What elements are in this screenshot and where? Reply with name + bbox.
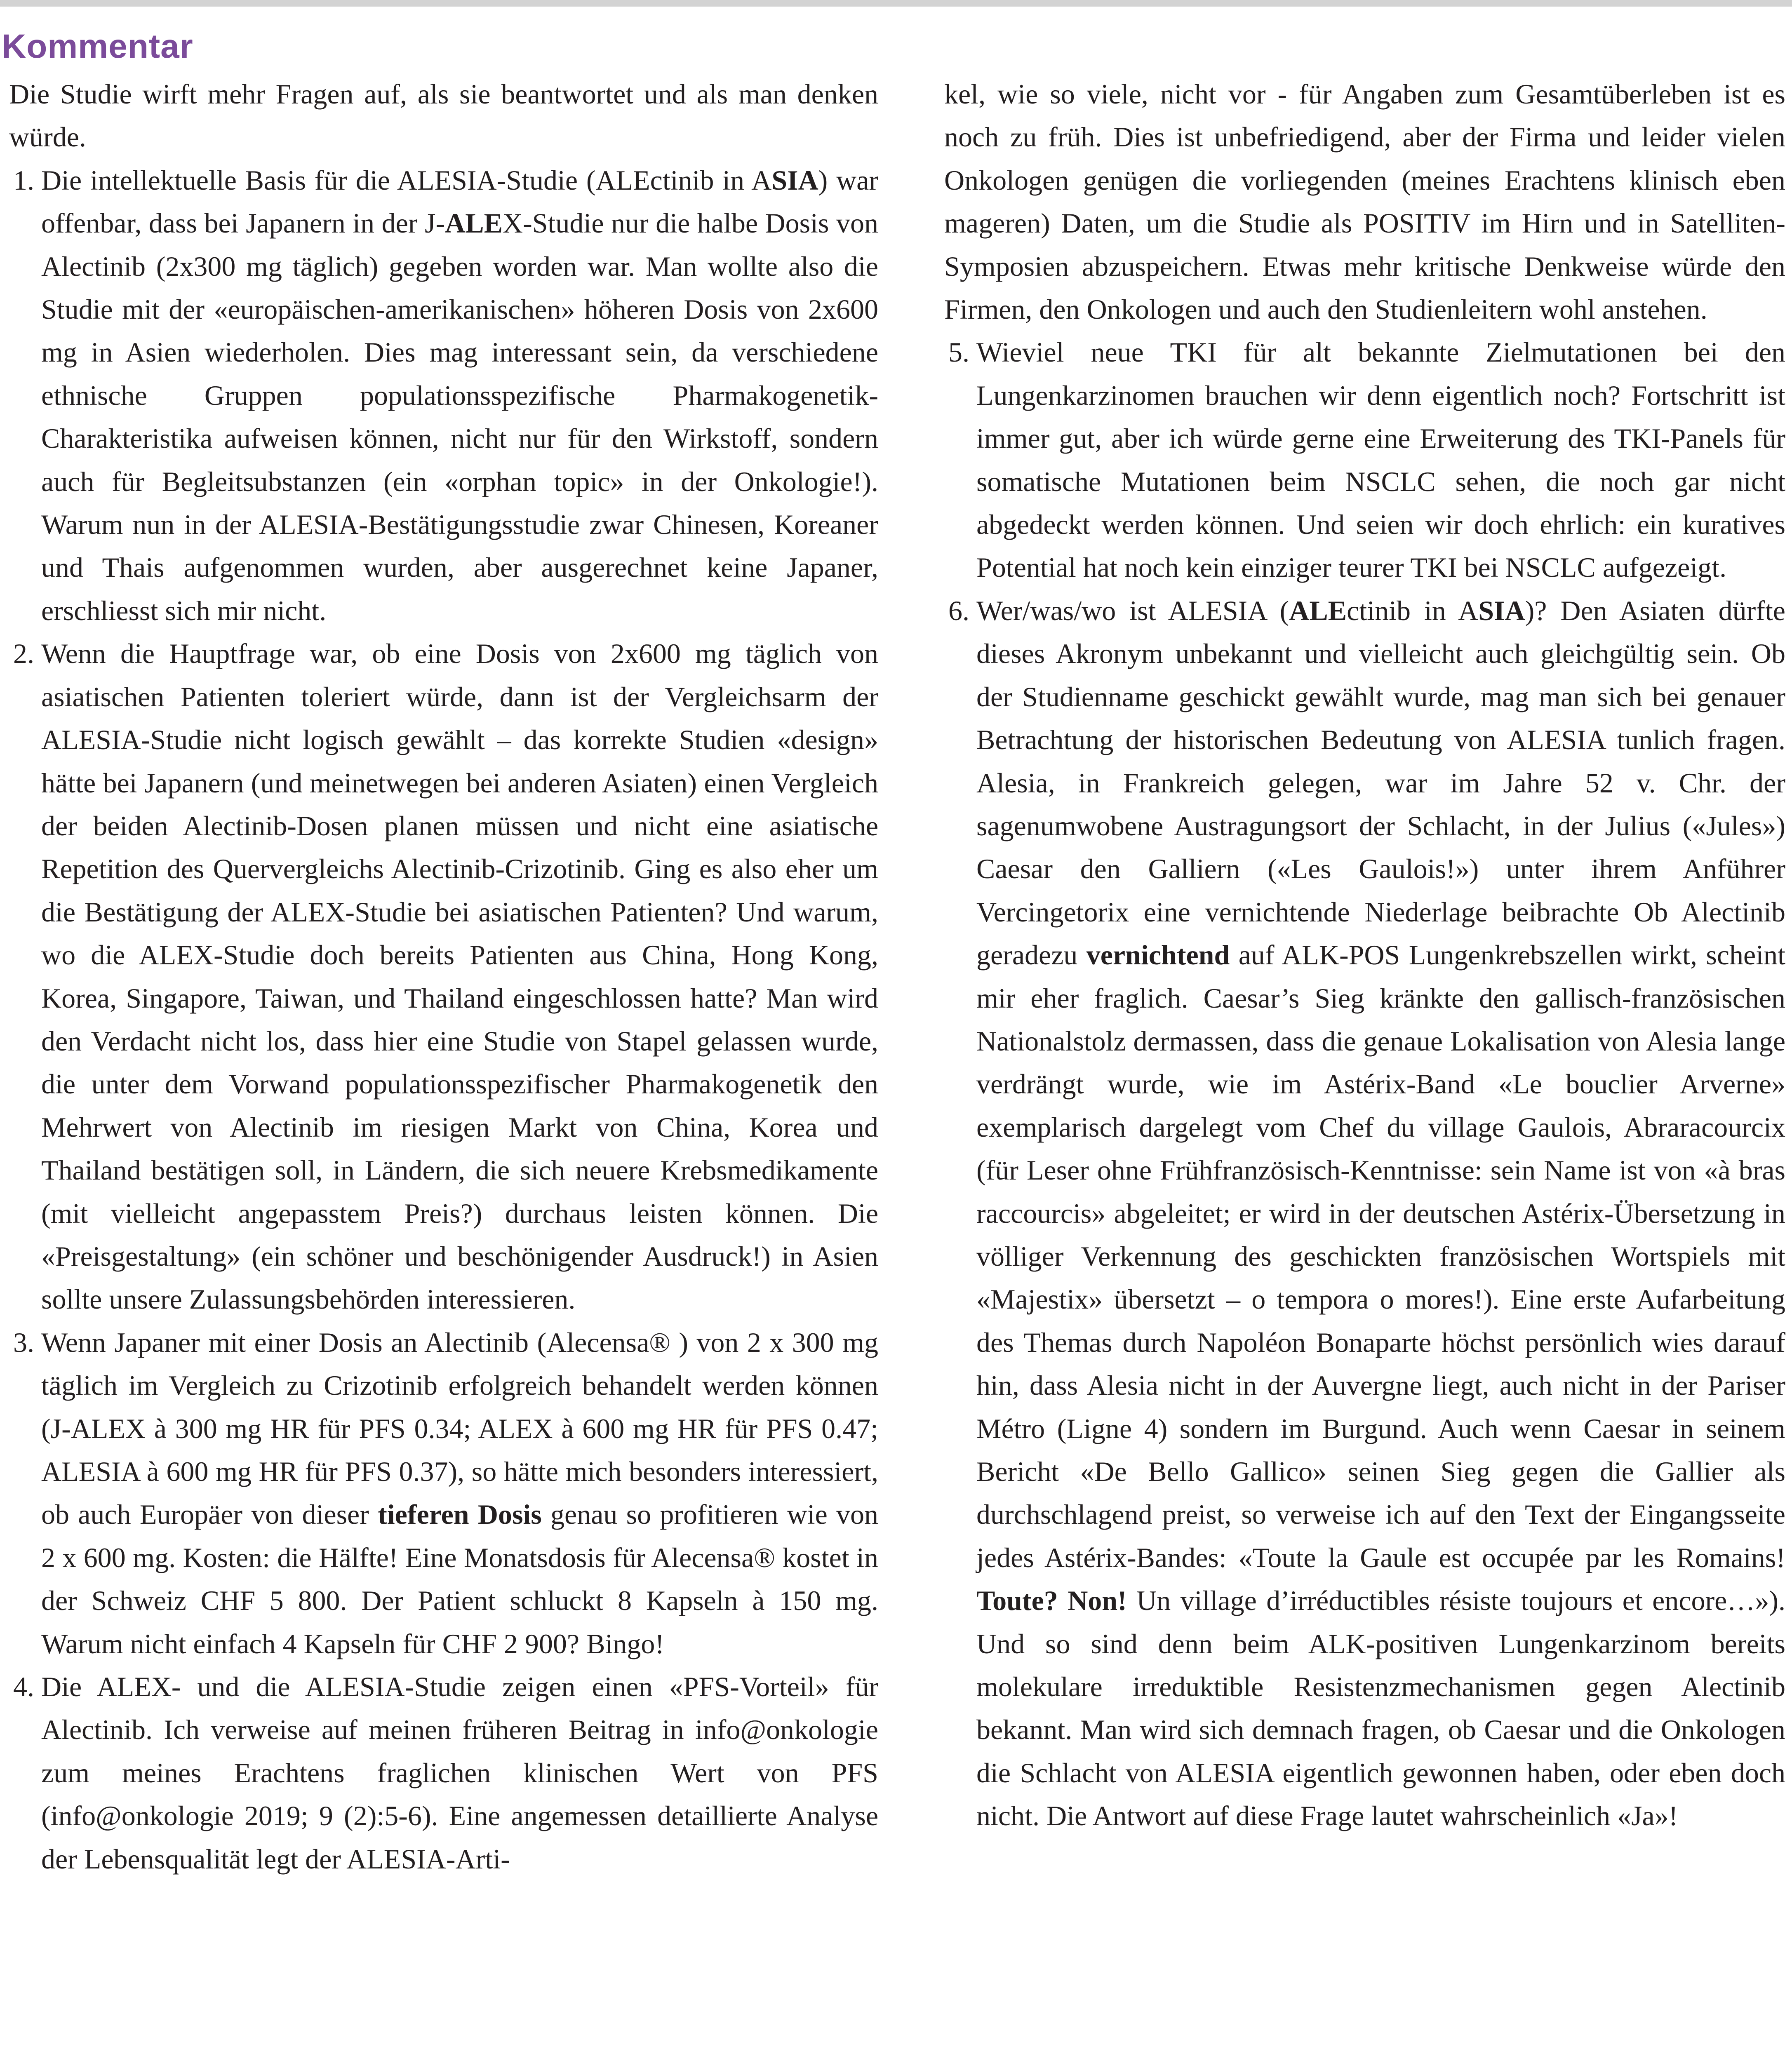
comment-list-left	[9, 159, 878, 1880]
bold-text: ALE	[1289, 595, 1347, 626]
comment-item-6	[976, 589, 1785, 1838]
comment-list-right	[944, 331, 1785, 1837]
item-text: )? Den Asiaten dürfte dieses Akronym unbekannt und vielleicht auch gleichgültig sein. Ob der Studienname geschickt gewählt wurde, mag man sich bei genauer Betrachtung der historischen Bedeutung von ALESIA tunlich fragen. Alesia, in Frankreich gelegen, war im Jahre 52 v. Chr. der sagenumwobene Austragungsort der Schlacht, in der Julius («Jules») Caesar den Galliern («Les Gaulois!») unter ihrem Anführer Vercingetorix eine vernichtende Niederlage beibrachte Ob Alectinib geradezu	[976, 595, 1785, 971]
comment-item-2	[41, 632, 878, 1321]
top-divider	[0, 0, 1792, 7]
item-text: genau so profitieren wie von 2 x 600 mg. Kosten: die Hälfte! Eine Monatsdosis für Alecensa® kostet in der Schweiz CHF 5 800. Der Patient schluckt 8 Kapseln à 150 mg. Warum nicht einfach 4 Kapseln für CHF 2 900? Bingo!	[41, 1499, 878, 1659]
section-heading: Kommentar	[2, 28, 193, 65]
right-column	[944, 73, 1785, 1838]
item-text: Wieviel neue TKI für alt bekannte Zielmutationen bei den Lungenkarzinomen brauchen wir denn eigentlich noch? Fortschritt ist immer gut, aber ich würde gerne eine Erweiterung des TKI-Panels für somatische Mutationen beim NSCLC sehen, die noch gar nicht abgedeckt werden können. Und seien wir doch ehrlich: ein kuratives Potential hat noch kein einziger teurer TKI bei NSCLC aufgezeigt.	[976, 336, 1785, 583]
item-text: X-Studie nur die halbe Dosis von Alectinib (2x300 mg täglich) gegeben worden war. Man wollte also die Studie mit der «europäischen-amerikanischen» höheren Dosis von 2x600 mg in Asien wiederholen. Dies mag interessant sein, da verschiedene ethnische Gruppen populationsspezifische Pharmakogenetik-Charakteristika aufweisen können, nicht nur für den Wirkstoff, sondern auch für Begleitsubstanzen (ein «orphan topic» in der Onkologie!). Warum nun in der ALESIA-Bestätigungsstudie zwar Chinesen, Koreaner und Thais aufgenommen wurden, aber ausgerechnet keine Japaner, erschliesst sich mir nicht.	[41, 207, 879, 626]
comment-item-3	[41, 1321, 878, 1665]
item-4-continuation: kel, wie so viele, nicht vor - für Angaben zum Gesamtüberleben ist es noch zu früh. Dies ist unbefriedigend, aber der Firma und leider vielen Onkologen genügen die vorliegenden (meines Erachtens klinisch eben mageren) Daten, um die Studie als POSITIV im Hirn und in Satelliten-Symposien abzuspeichern. Etwas mehr kritische Denkweise würde den Firmen, den Onkologen und auch den Studienleitern wohl anstehen.	[944, 78, 1785, 325]
item-text: ) war offenbar, dass bei Japanern in der J-	[41, 164, 879, 239]
item-text: Wer/was/wo ist ALESIA (	[976, 595, 1289, 626]
comment-item-4	[41, 1665, 878, 1880]
bold-text: SIA	[771, 164, 818, 196]
item-text: Un village d’irréductibles résiste toujours et encore…»). Und so sind denn beim ALK-positiven Lungenkarzinom bereits molekulare irreduktible Resistenzmechanismen gegen Alectinib bekannt. Man wird sich demnach fragen, ob Caesar und die Onkologen die Schlacht von ALESIA eigentlich gewonnen haben, oder eben doch nicht. Die Antwort auf diese Frage lautet wahrscheinlich «Ja»!	[976, 1585, 1785, 1832]
bold-text: vernichtend	[1086, 939, 1230, 971]
comment-item-5	[976, 331, 1785, 589]
item-text: Wenn Japaner mit einer Dosis an Alectinib (Alecensa® ) von 2 x 300 mg täglich im Vergleich zu Crizotinib erfolgreich behandelt werden können (J-ALEX à 300 mg HR für PFS 0.34; ALEX à 600 mg HR für PFS 0.47; ALESIA à 600 mg HR für PFS 0.37), so hätte mich besonders interessiert, ob auch Europäer von dieser	[41, 1326, 878, 1530]
left-column	[9, 73, 878, 1880]
item-text: Wenn die Hauptfrage war, ob eine Dosis von 2x600 mg täglich von asiatischen Patienten toleriert würde, dann ist der Vergleichsarm der ALESIA-Studie nicht logisch gewählt – das korrekte Studien «design» hätte bei Japanern (und meinetwegen bei anderen Asiaten) einen Vergleich der beiden Alectinib-Dosen planen müssen und nicht eine asiatische Repetition des Quervergleichs Alectinib-Crizotinib. Ging es also eher um die Bestätigung der ALEX-Studie bei asiatischen Patienten? Und warum, wo die ALEX-Studie doch bereits Patienten aus China, Hong Kong, Korea, Singapore, Taiwan, und Thailand eingeschlossen hatte? Man wird den Verdacht nicht los, dass hier eine Studie von Stapel gelassen wurde, die unter dem Vorwand populationsspezifischer Pharmakogenetik den Mehrwert von Alectinib im riesigen Markt von China, Korea und Thailand bestätigen soll, in Ländern, die sich neuere Krebsmedikamente (mit vielleicht angepasstem Preis?) durchaus leisten können. Die «Preisgestaltung» (ein schöner und beschönigender Ausdruck!) in Asien sollte unsere Zulassungsbehörden interessieren.	[41, 638, 878, 1315]
item-text: Die intellektuelle Basis für die ALESIA-Studie (ALEctinib in A	[41, 164, 772, 196]
bold-text: SIA	[1478, 595, 1525, 626]
item-text: auf ALK-POS Lungenkrebszellen wirkt, scheint mir eher fraglich. Caesar’s Sieg kränkte den gallisch-französischen Nationalstolz dermassen, dass die genaue Lokalisation von Alesia lange verdrängt wurde, wie im Astérix-Band «Le bouclier Arverne» exemplarisch dargelegt vom Chef du village Gaulois, Abraracourcix (für Leser ohne Frühfranzösisch-Kenntnisse: sein Name ist von «à bras raccourcis» abgeleitet; er wird in der deutschen Astérix-Übersetzung in völliger Verkennung des geschickten französischen Wortspiels mit «Majestix» übersetzt – o tempora o mores!). Eine erste Aufarbeitung des Themas durch Napoléon Bonaparte höchst persönlich wies darauf hin, dass Alesia nicht in der Auvergne liegt, auch nicht in der Pariser Métro (Ligne 4) sondern im Burgund. Auch wenn Caesar in seinem Bericht «De Bello Gallico» seinen Sieg gegen die Gallier als durchschlagend preist, so verweise ich auf den Text der Eingangsseite jedes Astérix-Bandes: «Toute la Gaule est occupée par les Romains!	[976, 939, 1786, 1573]
comment-item-1	[41, 159, 878, 632]
intro-paragraph: Die Studie wirft mehr Fragen auf, als sie beantwortet und als man denken würde.	[9, 78, 878, 153]
item-text: ctinib in A	[1347, 595, 1479, 626]
bold-text: ALE	[445, 207, 503, 239]
item-text: Die ALEX- und die ALESIA-Studie zeigen einen «PFS-Vorteil» für Alectinib. Ich verweise auf meinen früheren Beitrag in info@onkologie zum meines Erachtens fraglichen klinischen Wert von PFS (info@onkologie 2019; 9 (2):5-6). Eine angemessen detaillierte Analyse der Lebensqualität legt der ALESIA-Arti-	[41, 1671, 878, 1875]
bold-text: tieferen Dosis	[378, 1499, 542, 1530]
bold-text: Toute? Non!	[976, 1585, 1127, 1617]
